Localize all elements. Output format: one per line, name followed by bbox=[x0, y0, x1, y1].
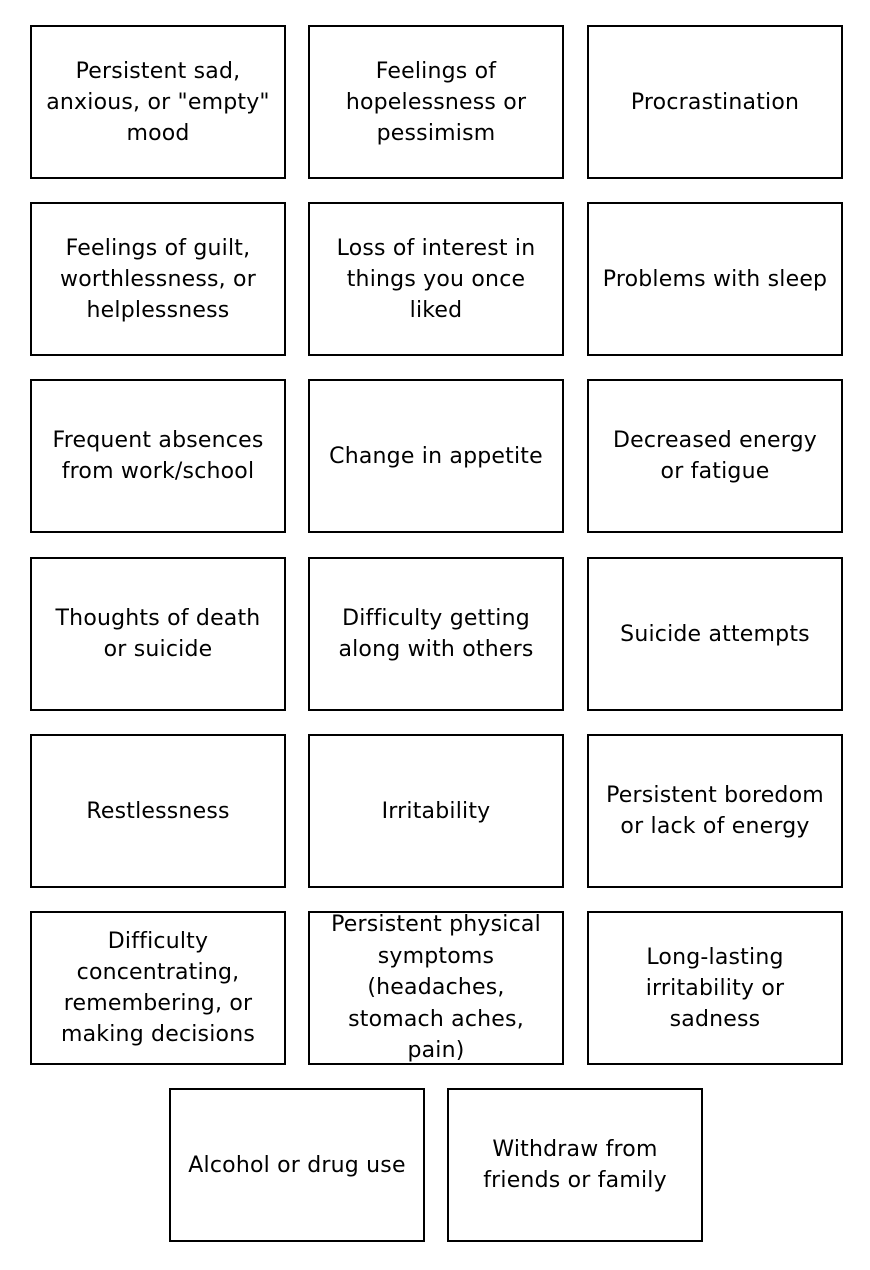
symptom-card bbox=[587, 25, 843, 179]
symptom-card bbox=[308, 379, 564, 533]
symptom-card bbox=[587, 379, 843, 533]
symptom-card bbox=[308, 25, 564, 179]
card-label: Persistent physical symptoms (headaches, stomach aches, pain) bbox=[331, 912, 541, 1064]
card-label: Difficulty concentrating, remembering, or making decisions bbox=[60, 929, 255, 1047]
card-label: Feelings of hopelessness or pessimism bbox=[345, 58, 527, 146]
symptom-card bbox=[587, 734, 843, 888]
symptom-card bbox=[30, 202, 286, 356]
card-label: Decreased energy or fatigue bbox=[613, 428, 817, 484]
symptom-card bbox=[308, 202, 564, 356]
card-label: Difficulty getting along with others bbox=[338, 606, 534, 662]
card-label: Frequent absences from work/school bbox=[52, 428, 264, 484]
card-label: Restlessness bbox=[86, 798, 230, 824]
card-label: Problems with sleep bbox=[602, 266, 828, 292]
symptom-card bbox=[308, 911, 564, 1065]
card-label: Change in appetite bbox=[329, 443, 543, 469]
card-label: Persistent sad, anxious, or "empty" mood bbox=[46, 58, 270, 146]
card-label: Loss of interest in things you once liked bbox=[336, 235, 536, 323]
card-label: Procrastination bbox=[630, 89, 800, 115]
card-label: Thoughts of death or suicide bbox=[55, 606, 261, 662]
symptom-card bbox=[30, 25, 286, 179]
symptom-card bbox=[587, 557, 843, 711]
symptom-card bbox=[308, 734, 564, 888]
card-label: Persistent boredom or lack of energy bbox=[606, 783, 824, 839]
symptom-card bbox=[30, 557, 286, 711]
card-label: Irritability bbox=[381, 798, 491, 824]
card-label: Feelings of guilt, worthlessness, or helplessness bbox=[60, 235, 256, 323]
symptom-card bbox=[447, 1088, 703, 1242]
symptom-card bbox=[308, 557, 564, 711]
card-label: Withdraw from friends or family bbox=[483, 1137, 667, 1193]
card-label: Suicide attempts bbox=[620, 621, 810, 647]
symptom-card bbox=[587, 911, 843, 1065]
symptom-card bbox=[169, 1088, 425, 1242]
symptom-card bbox=[30, 379, 286, 533]
card-label: Long-lasting irritability or sadness bbox=[645, 944, 785, 1032]
card-label: Alcohol or drug use bbox=[188, 1152, 406, 1178]
symptom-card bbox=[30, 734, 286, 888]
symptom-card bbox=[587, 202, 843, 356]
symptom-card bbox=[30, 911, 286, 1065]
